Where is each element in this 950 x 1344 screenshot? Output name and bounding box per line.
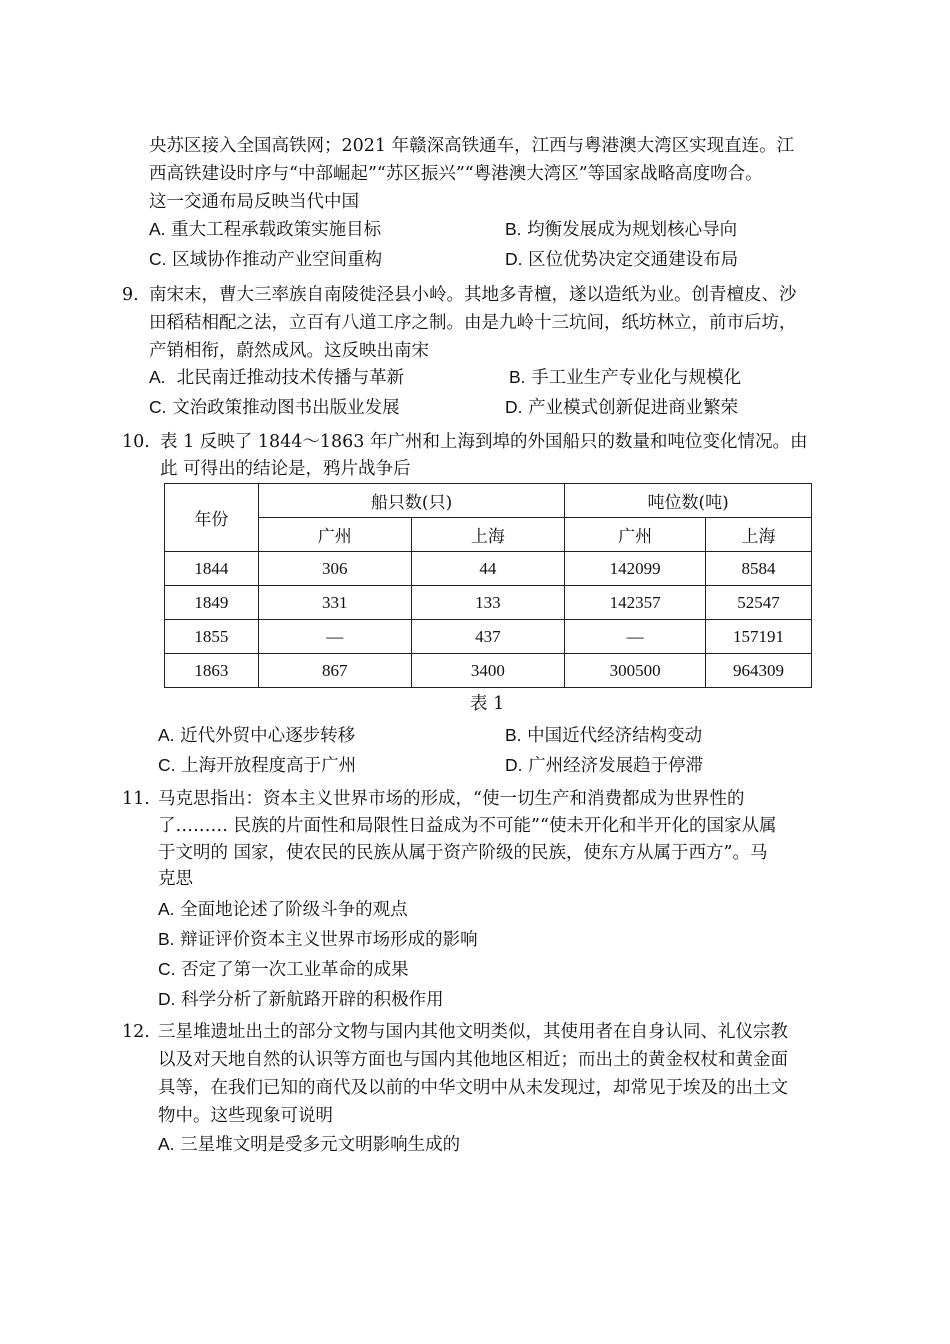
table-cell: 867 (258, 654, 411, 688)
table-cell: 1863 (165, 654, 259, 688)
table-cell: 1849 (165, 586, 259, 620)
q11-option-b[interactable] (158, 926, 478, 953)
option-label: A. (158, 1134, 175, 1154)
option-text: 广州经济发展趋于停滞 (528, 756, 704, 776)
q8-line-2: 西高铁建设时序与“中部崛起”“苏区振兴”“粤港澳大湾区”等国家战略高度吻合。 (149, 164, 763, 184)
option-label: D. (505, 755, 523, 775)
q11-line-4: 克思 (158, 869, 193, 889)
q11-number: 11. (122, 789, 150, 809)
option-text: 文治政策推动图书出版业发展 (172, 398, 400, 418)
q10-number: 10. (122, 432, 150, 452)
q10-option-d[interactable] (505, 752, 703, 779)
table-cell: 1855 (165, 620, 259, 654)
table-cell: 964309 (706, 654, 812, 688)
q11-option-d[interactable] (158, 986, 444, 1013)
q12-line-4: 物中。这些现象可说明 (158, 1106, 333, 1126)
table-cell: — (258, 620, 411, 654)
q8-option-b[interactable] (505, 216, 737, 243)
table-cell: 52547 (706, 586, 812, 620)
option-text: 区域协作推动产业空间重构 (172, 250, 383, 270)
table-cell: 306 (258, 552, 411, 586)
q12-line-3: 具等，在我们已知的商代及以前的中华文明中从未发现过，却常见于埃及的出土文 (158, 1078, 788, 1098)
option-text: 近代外贸中心逐步转移 (180, 726, 356, 746)
option-label: A. (158, 899, 175, 919)
q9-option-b[interactable] (509, 364, 741, 391)
table-row (165, 654, 812, 688)
option-label: B. (505, 219, 522, 239)
table-cell: 3400 (411, 654, 565, 688)
q9-line-2: 田稻秸相配之法，立百有八道工序之制。由是九岭十三坑间，纸坊林立，前市后坊， (149, 313, 797, 333)
option-label: D. (505, 249, 523, 269)
q9-line-3: 产销相衔，蔚然成风。这反映出南宋 (149, 341, 429, 361)
table-cell: 8584 (706, 552, 812, 586)
table-cell: 142099 (565, 552, 706, 586)
q9-option-d[interactable] (505, 394, 738, 421)
option-label: C. (149, 397, 167, 417)
year-header: 年份 (165, 484, 259, 552)
q12-line-2: 以及对天地自然的认识等方面也与国内其他地区相近；而出土的黄金权杖和黄金面 (158, 1050, 788, 1070)
subheader-shanghai-tons: 上海 (706, 518, 812, 552)
q8-line-1: 央苏区接入全国高铁网；2021 年赣深高铁通车，江西与粤港澳大湾区实现直连。江 (149, 136, 795, 156)
option-text: 均衡发展成为规划核心导向 (527, 220, 738, 240)
q10-line-2: 此 可得出的结论是，鸦片战争后 (160, 459, 411, 479)
option-label: C. (158, 959, 176, 979)
table-row (165, 586, 812, 620)
q12-number: 12. (122, 1022, 150, 1042)
table-cell: 331 (258, 586, 411, 620)
q8-option-c[interactable] (149, 246, 382, 273)
option-label: A. (149, 367, 166, 387)
q9-option-a[interactable] (149, 364, 404, 391)
option-label: C. (158, 755, 176, 775)
ships-count-header: 船只数(只) (258, 484, 564, 518)
option-label: A. (149, 219, 166, 239)
option-label: B. (158, 929, 175, 949)
q10-option-b[interactable] (505, 722, 702, 749)
option-text: 辩证评价资本主义世界市场形成的影响 (180, 930, 478, 950)
table-cell: 300500 (565, 654, 706, 688)
option-text: 科学分析了新航路开辟的积极作用 (181, 990, 444, 1010)
option-label: D. (505, 397, 523, 417)
option-text: 中国近代经济结构变动 (527, 726, 703, 746)
option-text: 否定了第一次工业革命的成果 (181, 960, 409, 980)
option-text: 全面地论述了阶级斗争的观点 (180, 900, 408, 920)
option-text: 区位优势决定交通建设布局 (528, 250, 739, 270)
q9-number: 9. (122, 285, 139, 305)
q9-option-c[interactable] (149, 394, 400, 421)
q12-option-a[interactable] (158, 1131, 460, 1158)
q9-line-1: 南宋末，曹大三率族自南陵徙泾县小岭。其地多青檀，遂以造纸为业。创青檀皮、沙 (149, 285, 797, 305)
option-label: B. (509, 367, 526, 387)
subheader-guangzhou-ships: 广州 (258, 518, 411, 552)
q12-line-1: 三星堆遗址出土的部分文物与国内其他文明类似，其使用者在自身认同、礼仪宗教 (158, 1022, 788, 1042)
q10-option-a[interactable] (158, 722, 355, 749)
tonnage-header: 吨位数(吨) (565, 484, 812, 518)
q8-line-3: 这一交通布局反映当代中国 (149, 192, 359, 212)
q10-option-c[interactable] (158, 752, 356, 779)
table-caption: 表 1 (470, 694, 505, 714)
table-cell: — (565, 620, 706, 654)
q8-option-d[interactable] (505, 246, 738, 273)
table-row (165, 552, 812, 586)
q11-line-3: 于文明的 国家，使农民的民族从属于资产阶级的民族，使东方从属于西方”。马 (158, 843, 768, 863)
option-label: C. (149, 249, 167, 269)
table-cell: 133 (411, 586, 565, 620)
subheader-shanghai-ships: 上海 (411, 518, 565, 552)
option-text: 上海开放程度高于广州 (181, 756, 357, 776)
ships-table (164, 483, 812, 688)
table-cell: 44 (411, 552, 565, 586)
option-text: 重大工程承载政策实施目标 (171, 220, 382, 240)
option-label: D. (158, 989, 176, 1009)
table-row (165, 620, 812, 654)
table-cell: 157191 (706, 620, 812, 654)
option-text: 三星堆文明是受多元文明影响生成的 (180, 1135, 461, 1155)
option-label: A. (158, 725, 175, 745)
q11-line-1: 马克思指出：资本主义世界市场的形成，“使一切生产和消费都成为世界性的 (158, 789, 745, 809)
q8-option-a[interactable] (149, 216, 381, 243)
table-cell: 1844 (165, 552, 259, 586)
option-text: 手工业生产专业化与规模化 (531, 368, 742, 388)
q11-option-a[interactable] (158, 896, 408, 923)
q10-line-1: 表 1 反映了 1844～1863 年广州和上海到埠的外国船只的数量和吨位变化情况。由 (160, 432, 808, 452)
option-text: 产业模式创新促进商业繁荣 (528, 398, 739, 418)
q11-option-c[interactable] (158, 956, 409, 983)
q11-line-2: 了……… 民族的片面性和局限性日益成为不可能”“使未开化和半开化的国家从属 (158, 816, 777, 836)
table-cell: 437 (411, 620, 565, 654)
option-label: B. (505, 725, 522, 745)
table-cell: 142357 (565, 586, 706, 620)
option-text: 北民南迁推动技术传播与革新 (176, 368, 405, 388)
subheader-guangzhou-tons: 广州 (565, 518, 706, 552)
